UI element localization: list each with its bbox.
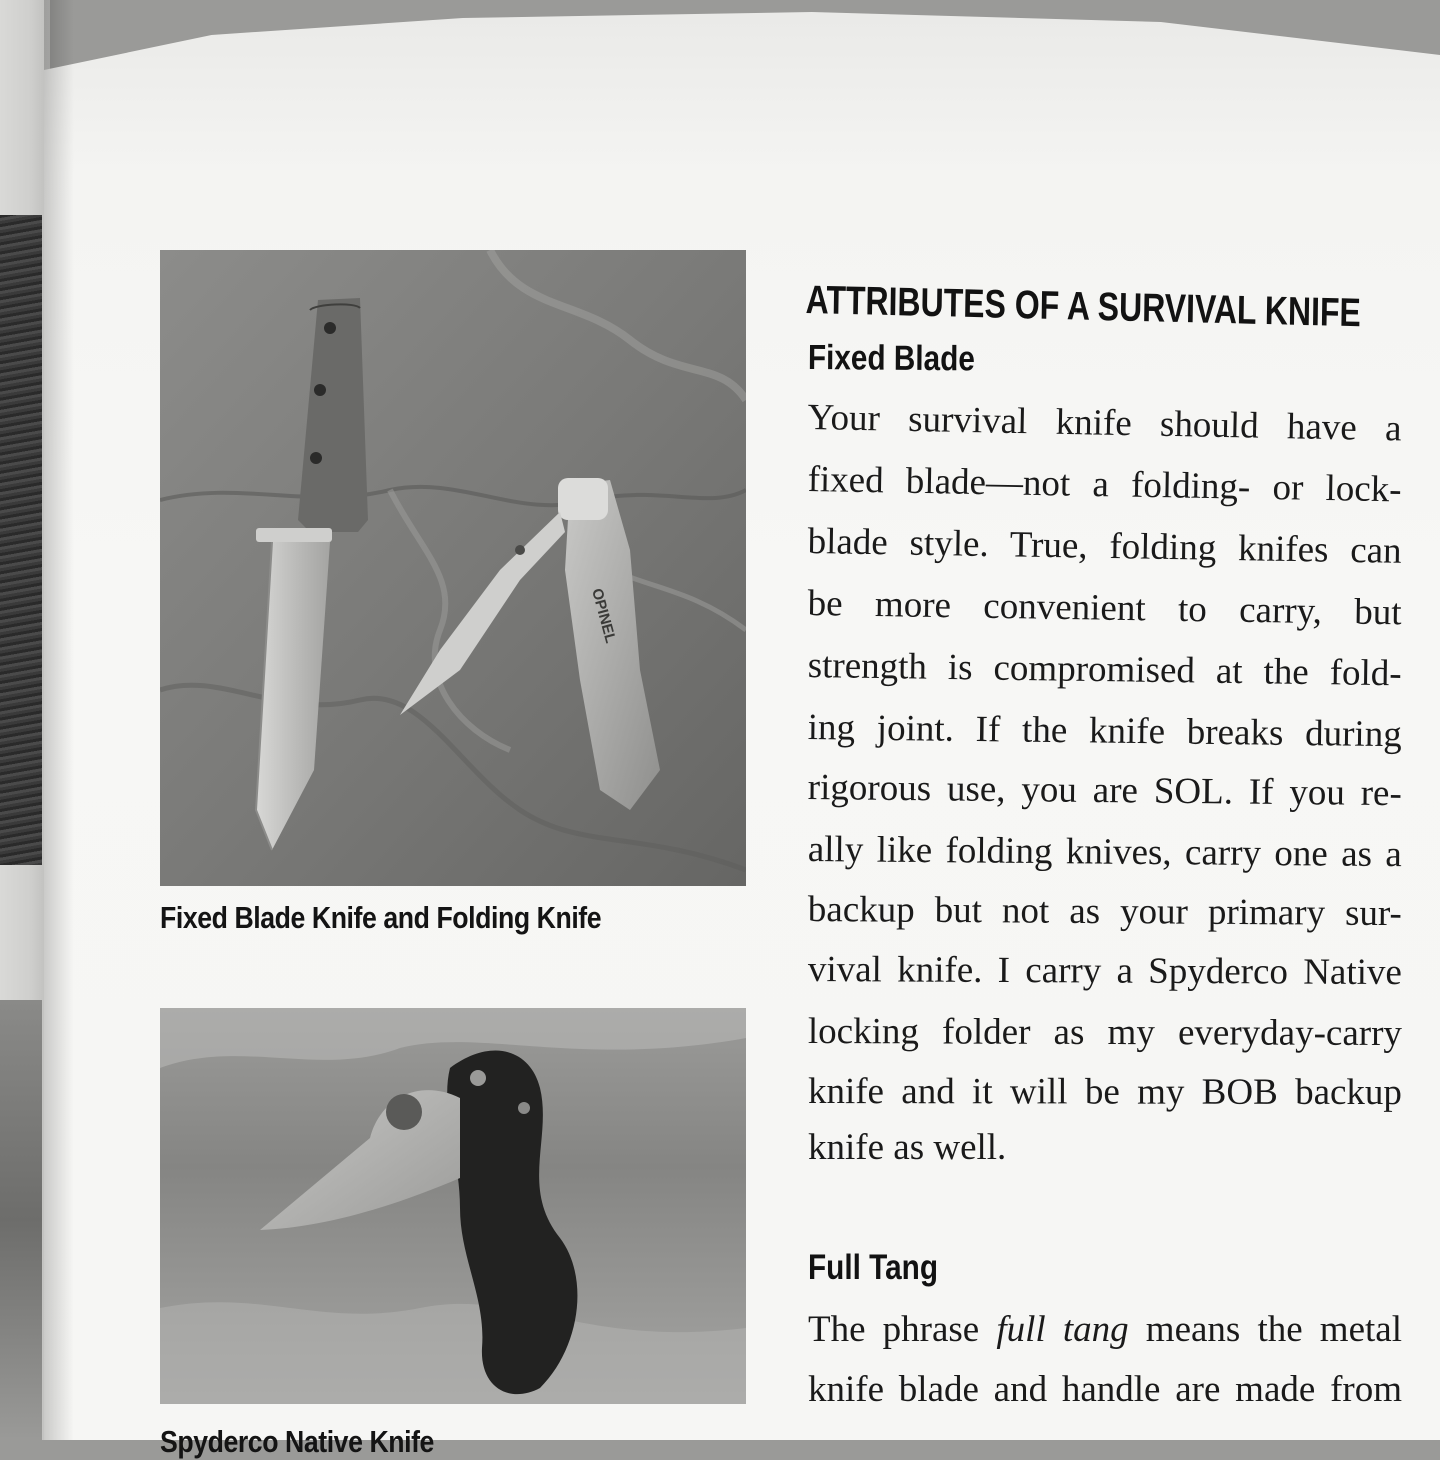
body-line: blade style. True, folding knifes can — [807, 521, 1402, 572]
figure-caption-spyderco: Spyderco Native Knife — [160, 1424, 434, 1459]
body-line: backup but not as your primary sur- — [807, 889, 1402, 935]
page-gutter-shadow — [44, 0, 74, 1440]
body-text: The phrase — [808, 1309, 997, 1350]
body-line: ing joint. If the knife breaks during — [807, 707, 1402, 756]
figure-caption-fixed-folding: Fixed Blade Knife and Folding Knife — [160, 900, 602, 935]
body-line: knife and it will be my BOB backup — [807, 1071, 1403, 1114]
body-line: locking folder as my everyday-carry — [807, 1011, 1402, 1055]
body-line: ally like folding knives, carry one as a — [807, 829, 1402, 876]
body-line: be more convenient to carry, but — [807, 583, 1402, 634]
previous-page-photo — [0, 215, 42, 865]
subheading-full-tang: Full Tang — [808, 1248, 938, 1287]
body-line: knife as well. — [808, 1127, 1007, 1168]
body-line: vival knife. I carry a Spyderco Native — [807, 949, 1402, 994]
body-line: strength is compromised at the fold- — [807, 645, 1402, 695]
body-line: fixed blade—not a folding- or lock- — [807, 459, 1402, 511]
body-line: Your survival knife should have a — [807, 397, 1402, 450]
body-line — [808, 1310, 1402, 1350]
body-text: means the metal — [1128, 1309, 1402, 1350]
fixed-and-folding-knife-photo — [160, 250, 746, 886]
spyderco-native-knife-photo — [160, 1008, 746, 1404]
opinel-brand-mark: OPINEL — [588, 586, 620, 645]
section-title: ATTRIBUTES OF A SURVIVAL KNIFE — [805, 278, 1362, 336]
emphasis-term: full tang — [996, 1309, 1129, 1350]
body-line: rigorous use, you are SOL. If you re- — [807, 767, 1402, 815]
body-line: knife blade and handle are made from — [808, 1369, 1402, 1410]
previous-page-photo-lower — [0, 1000, 42, 1440]
subheading-fixed-blade: Fixed Blade — [807, 338, 975, 379]
